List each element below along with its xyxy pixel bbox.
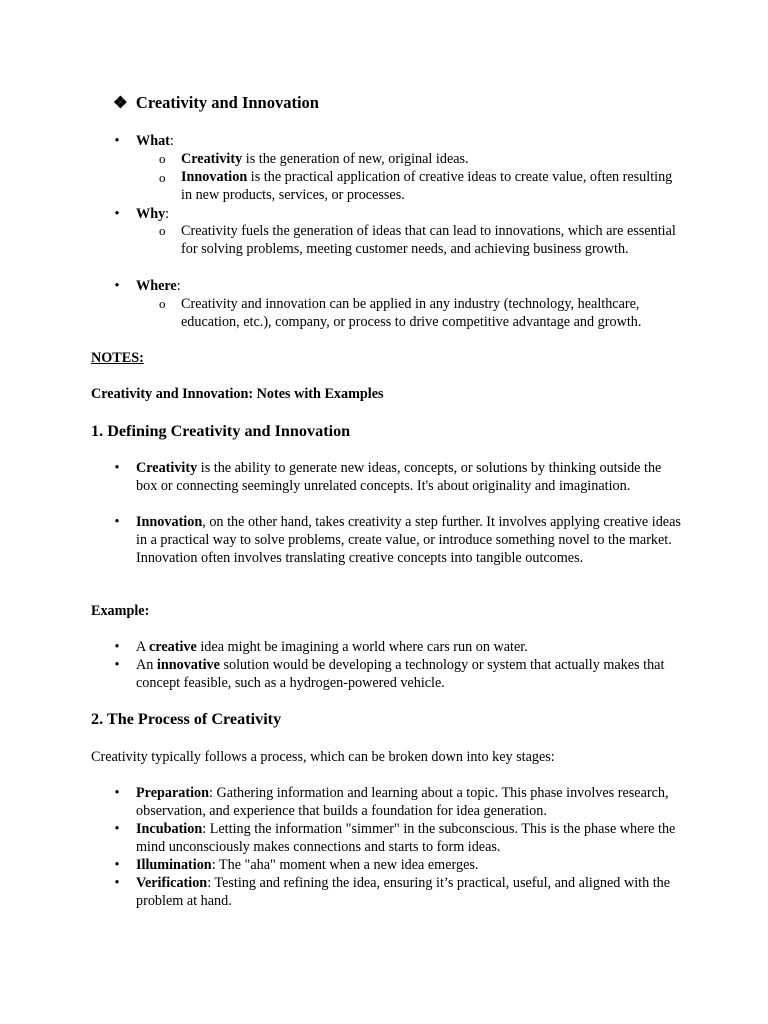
creativity-definition: Creativity is the ability to generate new ideas, concepts, or solutions by thinking outside the box or connecting seemingly unrelated concepts. It's about originality and imagination. [136,460,662,494]
what-item-1: Creativity is the generation of new, original ideas. [181,151,469,167]
section2-intro: Creativity typically follows a process, which can be broken down into key stages: [91,749,555,765]
example-item-2: An innovative solution would be developing a technology or system that actually makes that concept feasible, such as a hydrogen-powered vehicle. [136,657,665,691]
stage-illumination: Illumination: The "aha" moment when a new idea emerges. [136,857,479,873]
bullet-icon: • [114,639,120,655]
what-label-line: What: [136,133,174,149]
bullet-icon: • [114,514,120,530]
bullet-icon: • [114,857,120,873]
sub-bullet-icon: o [159,151,166,166]
where-label: Where [136,278,177,294]
bullet-icon: • [114,133,120,149]
bullet-icon: • [114,875,120,891]
notes-subtitle: Creativity and Innovation: Notes with Examples [91,386,384,402]
diamond-icon: ❖ [113,93,128,112]
why-item-1: Creativity fuels the generation of ideas that can lead to innovations, which are essential for solving problems, meeting customer needs, and achieving business growth. [181,223,676,257]
stage-incubation: Incubation: Letting the information "simmer" in the subconscious. This is the phase where the mind unconsciously makes connections and starts to form ideas. [136,821,676,855]
example-item-1: A creative idea might be imagining a world where cars run on water. [136,639,528,655]
bullet-icon: • [114,821,120,837]
main-heading [113,94,319,112]
stage-verification: Verification: Testing and refining the idea, ensuring it’s practical, useful, and aligned with the problem at hand. [136,875,671,909]
bullet-icon: • [114,206,120,222]
example-label: Example: [91,603,150,619]
sub-bullet-icon: o [159,170,166,185]
stage-preparation: Preparation: Gathering information and learning about a topic. This phase involves research, observation, and experience that builds a foundation for idea generation. [136,785,669,819]
where-label-line: Where: [136,278,181,294]
innovation-definition: Innovation, on the other hand, takes creativity a step further. It involves applying creative ideas in a practical way to solve problems, create value, or introduce something novel to the market. Innovation often involves translating creative concepts into tangible outcomes. [136,514,681,566]
what-item-2: Innovation is the practical application of creative ideas to create value, often resulting in new products, services, or processes. [181,169,673,203]
bullet-icon: • [114,278,120,294]
notes-label: NOTES: [91,350,144,366]
bullet-icon: • [114,657,120,673]
section2-heading: 2. The Process of Creativity [91,710,282,728]
why-label: Why [136,206,166,222]
why-label-line: Why: [136,206,170,222]
bullet-icon: • [114,785,120,801]
where-item-1: Creativity and innovation can be applied in any industry (technology, healthcare, education, etc.), company, or process to drive competitive advantage and growth. [181,296,642,330]
sub-bullet-icon: o [159,296,166,311]
sub-bullet-icon: o [159,223,166,238]
what-label: What [136,133,170,149]
bullet-icon: • [114,460,120,476]
main-heading-text: Creativity and Innovation [135,93,319,112]
section1-heading: 1. Defining Creativity and Innovation [91,422,351,440]
